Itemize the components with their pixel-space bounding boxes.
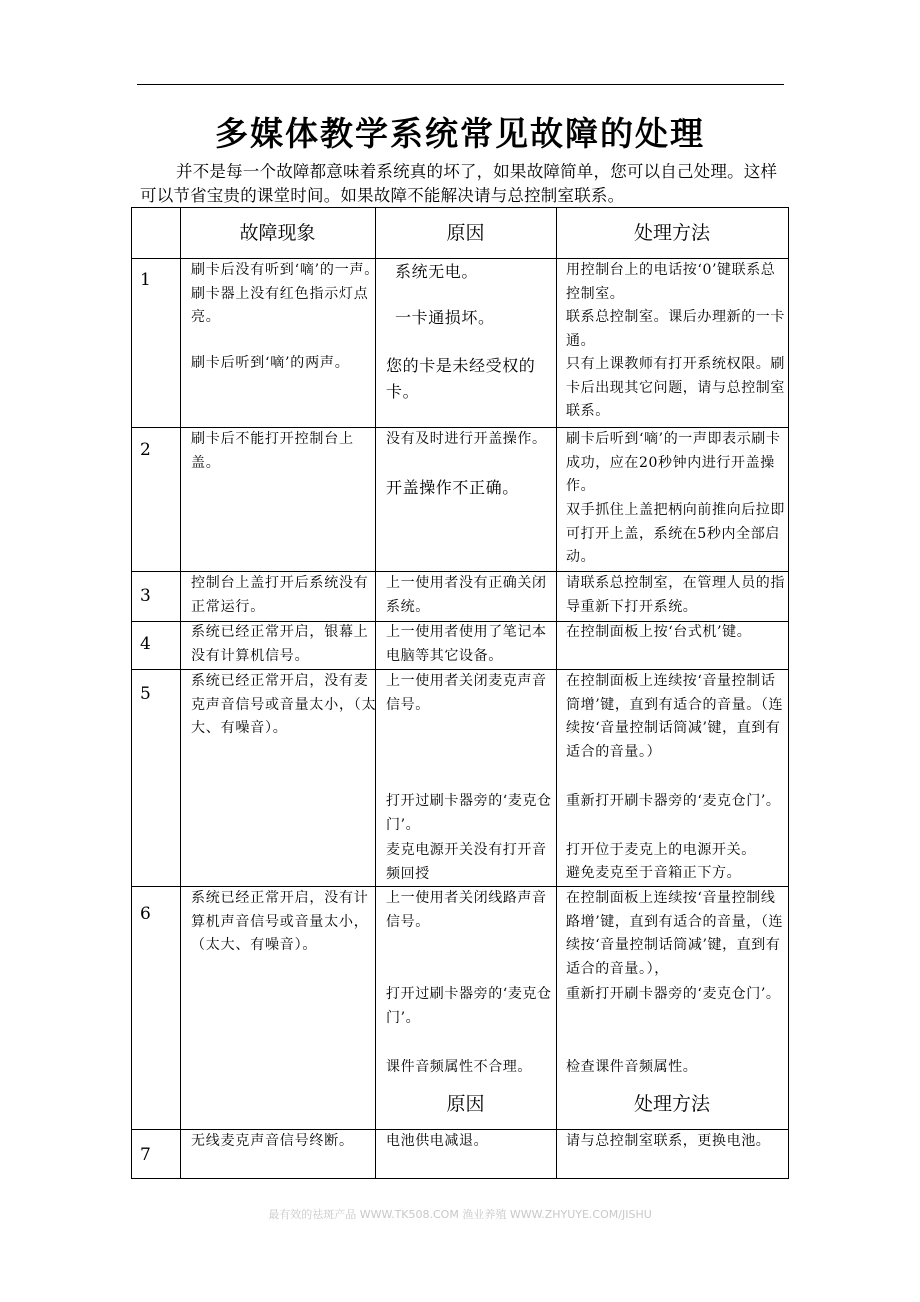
symptom-text: 刷卡后听到‘嘀’的两声。 bbox=[191, 355, 350, 371]
cause-text: 开盖操作不正确。 bbox=[386, 478, 519, 497]
cause-text: 上一使用者关闭麦克声音信号。 bbox=[386, 673, 547, 713]
symptom-text: 无线麦克声音信号终断。 bbox=[191, 1133, 354, 1149]
repeat-header-cause: 原因 bbox=[446, 1093, 485, 1115]
cause-text: 上一使用者关闭线路声音信号。 bbox=[386, 890, 547, 930]
row-number: 6 bbox=[140, 904, 151, 924]
cause-text: 一卡通损坏。 bbox=[395, 308, 495, 327]
symptom-text: 系统已经正常开启，银幕上没有计算机信号。 bbox=[191, 624, 369, 664]
symptom-text: 系统已经正常开启，没有麦克声音信号或音量太小，（太大、有噪音）。 bbox=[191, 673, 377, 736]
solution-text: 只有上课教师有打开系统权限。刷卡后出现其它问题，请与总控制室联系。 bbox=[566, 356, 785, 419]
row-number: 5 bbox=[140, 684, 151, 704]
solution-text: 在控制面板上连续按‘音量控制话筒增’键，直到有适合的音量。（连续按‘音量控制话筒减’键，直到有适合的音量。） bbox=[566, 673, 784, 760]
table-border bbox=[131, 1178, 789, 1179]
cause-text: 您的卡是未经受权的卡。 bbox=[386, 356, 536, 401]
intro-paragraph: 并不是每一个故障都意味着系统真的坏了，如果故障简单，您可以自己处理。这样可以节省宝贵的课堂时间。如果故障不能解决请与总控制室联系。 bbox=[140, 162, 778, 205]
header-solution: 处理方法 bbox=[633, 222, 710, 244]
table-border bbox=[788, 207, 789, 1179]
row-number: 3 bbox=[140, 586, 151, 606]
table-border bbox=[131, 207, 132, 1179]
repeat-header-solution: 处理方法 bbox=[633, 1093, 710, 1115]
cause-text: 上一使用者没有正确关闭系统。 bbox=[386, 575, 547, 615]
solution-text: 双手抓住上盖把柄向前推向后拉即可打开上盖，系统在5秒内全部启动。 bbox=[566, 502, 785, 565]
solution-text: 在控制面板上按‘台式机’键。 bbox=[566, 624, 752, 640]
row-number: 1 bbox=[140, 270, 151, 290]
solution-text: 请与总控制室联系，更换电池。 bbox=[566, 1133, 771, 1149]
row-number: 4 bbox=[140, 634, 151, 654]
page-title: 多媒体教学系统常见故障的处理 bbox=[215, 114, 705, 153]
fault-table bbox=[131, 207, 789, 1179]
solution-text: 刷卡后听到‘嘀’的一声即表示刷卡成功，应在20秒钟内进行开盖操作。 bbox=[566, 431, 781, 494]
solution-text: 用控制台上的电话按‘0’键联系总控制室。 bbox=[566, 262, 776, 302]
cause-text: 打开过刷卡器旁的‘麦克仓门’。 bbox=[386, 986, 552, 1026]
column-divider bbox=[180, 207, 181, 1179]
page-footer: 最有效的祛斑产品 WWW.TK508.COM 渔业养殖 WWW.ZHYUYE.COM/JISHU bbox=[268, 1208, 652, 1221]
cause-text: 没有及时进行开盖操作。 bbox=[386, 431, 547, 447]
cause-text: 电池供电减退。 bbox=[386, 1133, 489, 1149]
cause-text: 课件音频属性不合理。 bbox=[386, 1059, 532, 1075]
solution-text: 重新打开刷卡器旁的‘麦克仓门’。 bbox=[566, 793, 781, 809]
cause-text: 麦克电源开关没有打开音频回授 bbox=[386, 842, 547, 882]
row-number: 7 bbox=[140, 1145, 151, 1165]
solution-text: 请联系总控制室，在管理人员的指导重新下打开系统。 bbox=[566, 575, 785, 615]
header-symptom: 故障现象 bbox=[239, 222, 316, 244]
table-border bbox=[131, 207, 789, 208]
header-rule bbox=[137, 84, 784, 85]
solution-text: 联系总控制室。课后办理新的一卡通。 bbox=[566, 309, 785, 349]
symptom-text: 系统已经正常开启，没有计算机声音信号或音量太小，（太大、有噪音）。 bbox=[191, 890, 369, 953]
solution-text: 重新打开刷卡器旁的‘麦克仓门’。 bbox=[566, 986, 781, 1002]
symptom-text: 刷卡后没有听到‘嘀’的一声。刷卡器上没有红色指示灯点亮。 bbox=[191, 262, 380, 325]
cause-text: 打开过刷卡器旁的‘麦克仓门’。 bbox=[386, 793, 552, 833]
solution-text: 检查课件音频属性。 bbox=[566, 1059, 698, 1075]
symptom-text: 控制台上盖打开后系统没有正常运行。 bbox=[191, 575, 369, 615]
cause-text: 上一使用者使用了笔记本电脑等其它设备。 bbox=[386, 624, 547, 664]
solution-text: 避免麦克至于音箱正下方。 bbox=[566, 865, 742, 881]
symptom-text: 刷卡后不能打开控制台上盖。 bbox=[191, 431, 354, 471]
solution-text: 打开位于麦克上的电源开关。 bbox=[566, 842, 756, 858]
cause-text: 系统无电。 bbox=[395, 262, 479, 281]
row-number: 2 bbox=[140, 440, 151, 460]
header-cause: 原因 bbox=[446, 222, 485, 244]
solution-text: 在控制面板上连续按‘音量控制线路增’键，直到有适合的音量，（连续按‘音量控制话筒减’键，直到有适合的音量。）， bbox=[566, 890, 784, 977]
